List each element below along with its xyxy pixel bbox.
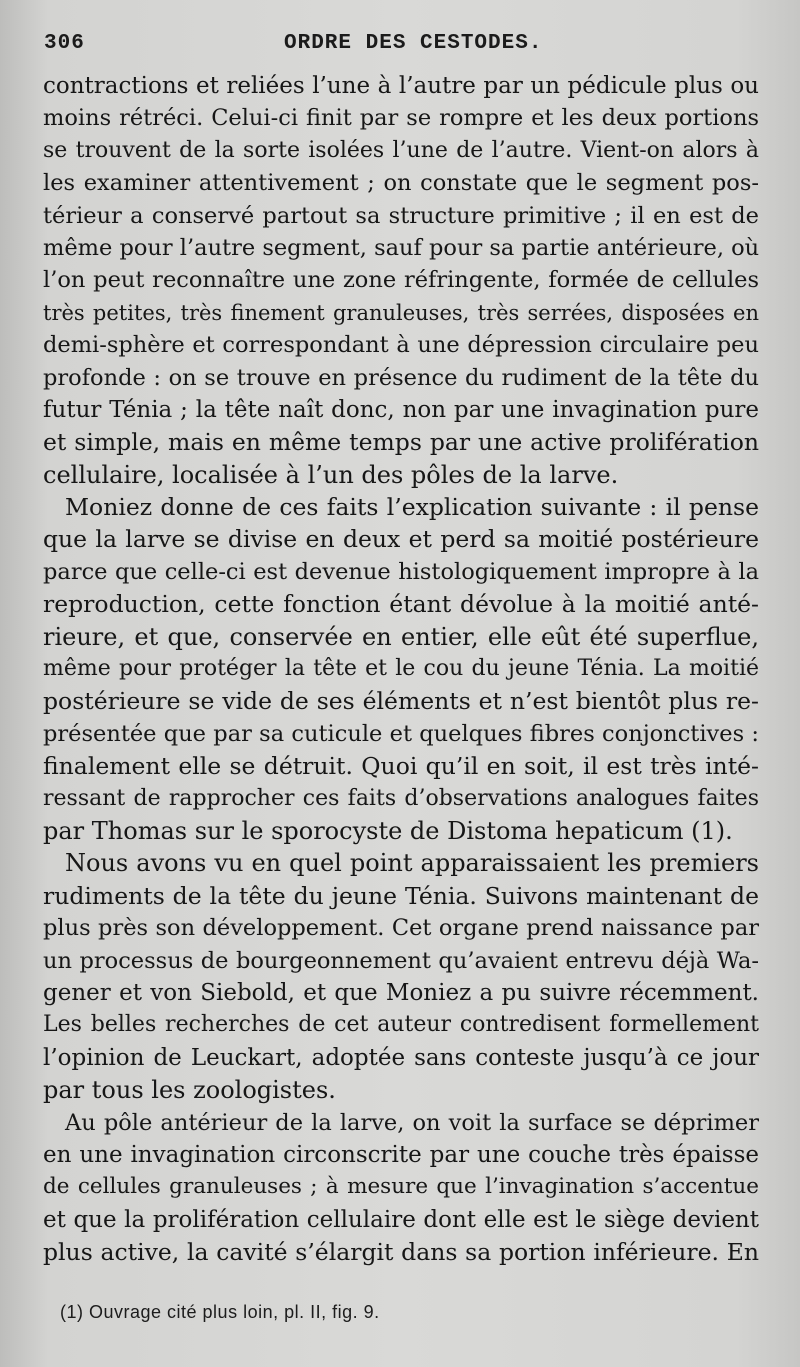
text-line: Les belles recherches de cet auteur contredisent formellement [43,1012,759,1038]
text-line: présentée que par sa cuticule et quelques fibres conjonctives : [43,720,759,747]
text-line: demi-sphère et correspondant à une dépression circulaire peu [43,332,759,359]
text-line: rudiments de la tête du jeune Ténia. Suivons maintenant de [43,881,759,910]
text-line: reproduction, cette fonction étant dévolue à la moitié anté- [43,590,759,619]
page-header [44,32,756,62]
text-line: que la larve se divise en deux et perd sa moitié postérieure [43,525,759,554]
running-head: ORDRE DES CESTODES. [284,32,543,55]
text-line: même pour protéger la tête et le cou du jeune Ténia. La moitié [43,656,759,682]
text-line: finalement elle se détruit. Quoi qu’il en soit, il est très inté- [43,752,759,781]
text-line: ressant de rapprocher ces faits d’observations analogues faites [43,785,759,811]
footnote: (1) Ouvrage cité plus loin, pl. II, fig. 9. [60,1302,380,1322]
text-line: parce que celle-ci est devenue histologiquement impropre à la [43,558,759,585]
text-line: de cellules granuleuses ; à mesure que l’invagination s’accentue [43,1174,759,1200]
text-line: un processus de bourgeonnement qu’avaient entrevu déjà Wa- [43,947,759,974]
text-line: Au pôle antérieur de la larve, on voit la surface se déprimer [65,1109,759,1136]
page-number: 306 [44,32,85,55]
text-line: profonde : on se trouve en présence du rudiment de la tête du [43,364,759,391]
text-line: l’opinion de Leuckart, adoptée sans conteste jusqu’à ce jour [43,1044,759,1071]
text-line: et que la prolifération cellulaire dont elle est le siège devient [43,1206,759,1233]
text-line: postérieure se vide de ses éléments et n’est bientôt plus re- [43,687,759,716]
text-line: Nous avons vu en quel point apparaissaient les premiers [65,849,759,878]
text-line: même pour l’autre segment, sauf pour sa partie antérieure, où [43,234,760,261]
text-line: l’on peut reconnaître une zone réfringente, formée de cellules [43,267,759,294]
text-line: très petites, très finement granuleuses, très serrées, disposées en [43,300,759,325]
text-line: plus active, la cavité s’élargit dans sa portion inférieure. En [43,1238,759,1267]
text-line: et simple, mais en même temps par une active prolifération [43,428,759,457]
text-line: futur Ténia ; la tête naît donc, non par une invagination pure [43,396,759,423]
text-line: en une invagination circonscrite par une couche très épaisse [43,1141,759,1168]
text-line: Moniez donne de ces faits l’explication suivante : il pense [65,493,759,522]
text-line: par tous les zoologistes. [43,1076,336,1105]
text-line: plus près son développement. Cet organe prend naissance par [43,915,759,942]
text-line: contractions et reliées l’une à l’autre par un pédicule plus ou [43,73,759,99]
text-line: cellulaire, localisée à l’un des pôles de la larve. [43,460,619,489]
text-line: les examiner attentivement ; on constate que le segment pos- [43,170,759,197]
text-line: se trouvent de la sorte isolées l’une de l’autre. Vient-on alors à [43,137,759,163]
text-line: rieure, et que, conservée en entier, elle eût été superflue, [43,622,759,651]
text-line: moins rétréci. Celui-ci finit par se rompre et les deux portions [43,105,759,132]
text-line: gener et von Siebold, et que Moniez a pu suivre récemment. [43,979,759,1006]
body-text [43,70,759,1268]
text-line: térieur a conservé partout sa structure primitive ; il en est de [43,202,759,229]
text-line: par Thomas sur le sporocyste de Distoma hepaticum (1). [43,816,733,845]
